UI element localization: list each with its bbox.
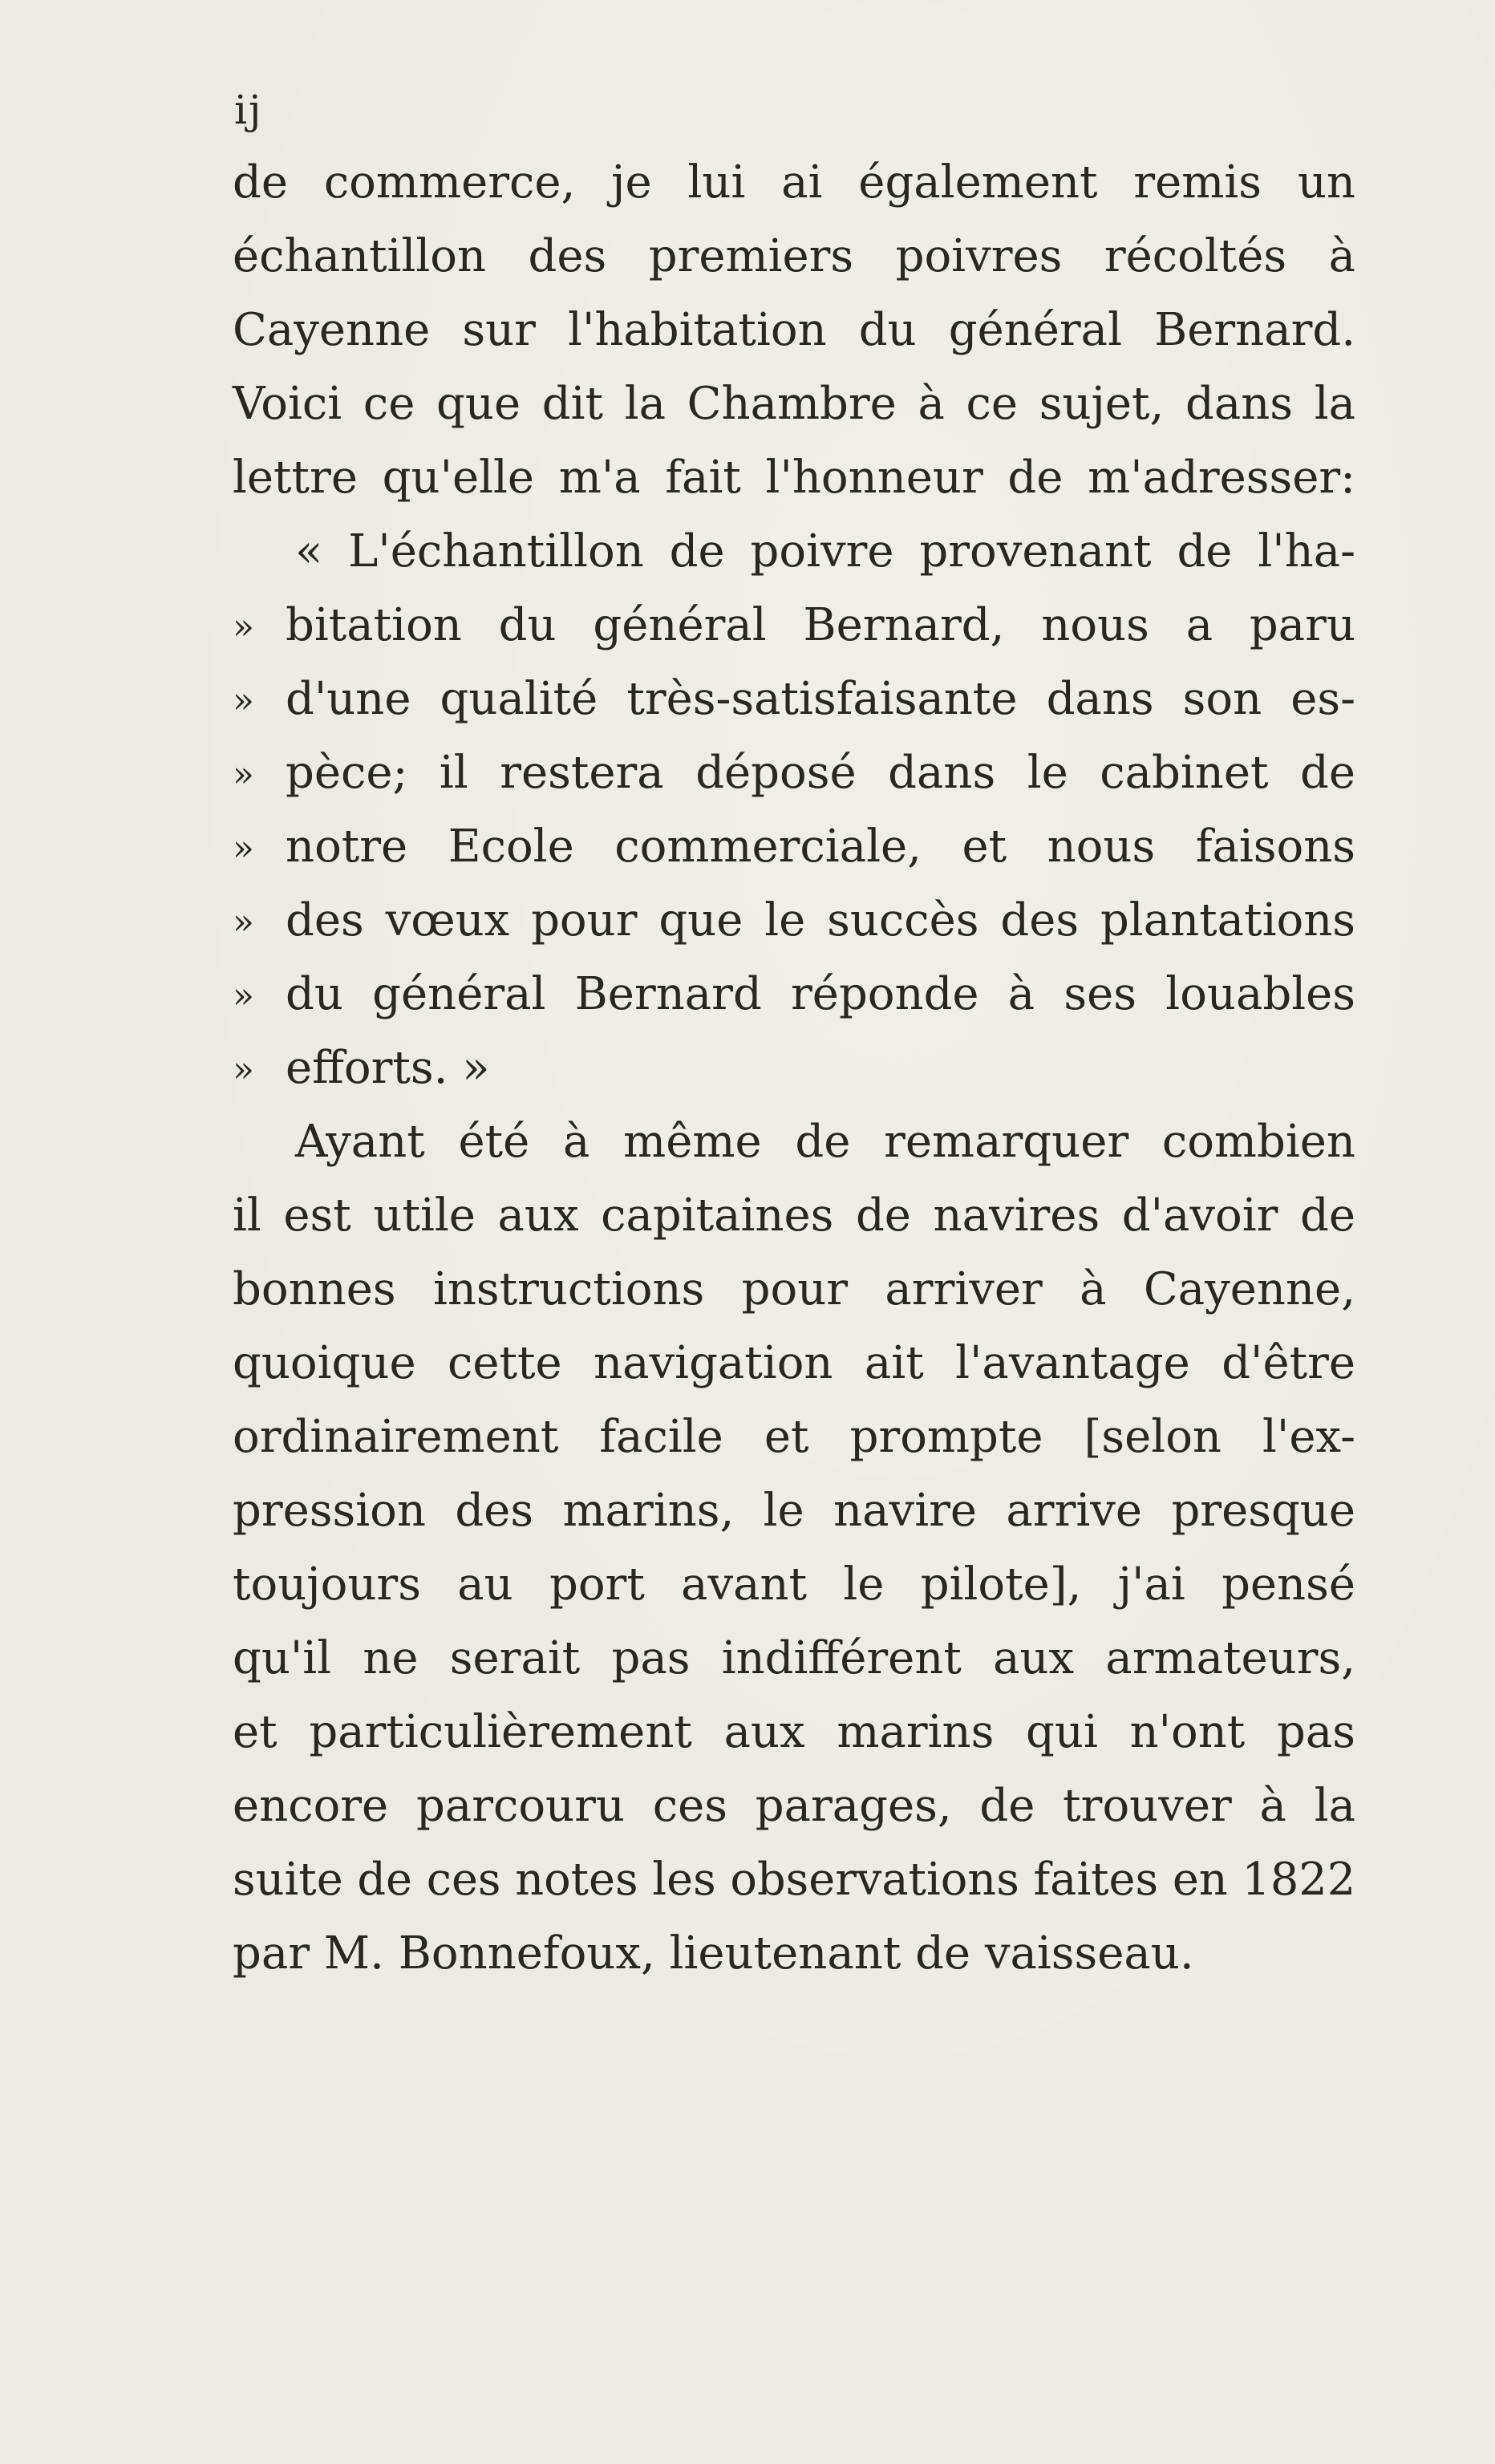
quote-opening-line [233, 515, 1355, 589]
quote-mark: » [233, 828, 254, 869]
page-number: ij [234, 87, 263, 133]
text-line [233, 294, 1355, 367]
line-text: et particulièrement aux marins qui n'ont pas [233, 1706, 1355, 1758]
body-text [233, 146, 1355, 1991]
quote-line [233, 810, 1355, 884]
quote-line [233, 589, 1355, 663]
line-text: échantillon des premiers poivres récoltés à [233, 230, 1355, 282]
line-text: Cayenne sur l'habitation du général Bernard. [233, 304, 1355, 356]
line-text: suite de ces notes les observations faites en 1822 [233, 1854, 1356, 1906]
text-line [233, 1253, 1355, 1327]
quote-mark: » [233, 902, 254, 942]
text-line [233, 367, 1355, 441]
quote-line [233, 884, 1355, 958]
text-line [233, 146, 1355, 220]
line-text: quoique cette navigation ait l'avantage d'être [233, 1337, 1355, 1389]
line-text: pèce; il restera déposé dans le cabinet de [286, 747, 1355, 799]
line-text: lettre qu'elle m'a fait l'honneur de m'adresser: [233, 452, 1355, 504]
line-text: de commerce, je lui ai également remis un [233, 156, 1355, 209]
quote-line [233, 736, 1355, 810]
line-text: par M. Bonnefoux, lieutenant de vaisseau. [233, 1927, 1194, 1980]
paragraph-opening-line [233, 1105, 1355, 1179]
text-line [233, 1400, 1355, 1474]
line-text: Ayant été à même de remarquer combien [295, 1116, 1355, 1168]
line-text: il est utile aux capitaines de navires d'avoir de [233, 1189, 1355, 1242]
line-text: notre Ecole commerciale, et nous faisons [286, 821, 1355, 873]
text-line [233, 1327, 1355, 1400]
text-line [233, 1622, 1355, 1696]
text-line [233, 1548, 1355, 1622]
text-line [233, 1696, 1355, 1769]
text-line [233, 1769, 1355, 1843]
quote-line [233, 663, 1355, 736]
line-text: « L'échantillon de poivre provenant de l'ha- [295, 525, 1355, 578]
quote-closing-line [233, 1031, 1355, 1105]
quote-line [233, 958, 1355, 1031]
line-text: ordinairement facile et prompte [selon l'ex- [233, 1411, 1355, 1463]
quote-mark: » [233, 680, 254, 721]
text-line [233, 220, 1355, 294]
text-line [233, 441, 1355, 515]
line-text: qu'il ne serait pas indifférent aux armateurs, [233, 1632, 1355, 1684]
line-text: bonnes instructions pour arriver à Cayenne, [233, 1263, 1355, 1315]
quote-mark: » [233, 754, 254, 795]
line-text: bitation du général Bernard, nous a paru [286, 599, 1355, 651]
paragraph-closing-line [233, 1917, 1355, 1991]
line-text: encore parcouru ces parages, de trouver à la [233, 1780, 1355, 1832]
line-text: d'une qualité très-satisfaisante dans son es- [286, 673, 1355, 725]
line-text: Voici ce que dit la Chambre à ce sujet, dans la [233, 378, 1355, 430]
line-text: des vœux pour que le succès des plantations [286, 894, 1355, 946]
line-text: du général Bernard réponde à ses louables [286, 968, 1355, 1020]
quote-mark: » [233, 1049, 254, 1090]
quote-mark: » [233, 975, 254, 1016]
text-line [233, 1474, 1355, 1548]
line-text: efforts. » [286, 1042, 490, 1094]
text-line [233, 1843, 1356, 1917]
text-line [233, 1179, 1355, 1253]
line-text: pression des marins, le navire arrive presque [233, 1485, 1355, 1537]
line-text: toujours au port avant le pilote], j'ai pensé [233, 1558, 1355, 1611]
quote-mark: » [233, 606, 254, 647]
